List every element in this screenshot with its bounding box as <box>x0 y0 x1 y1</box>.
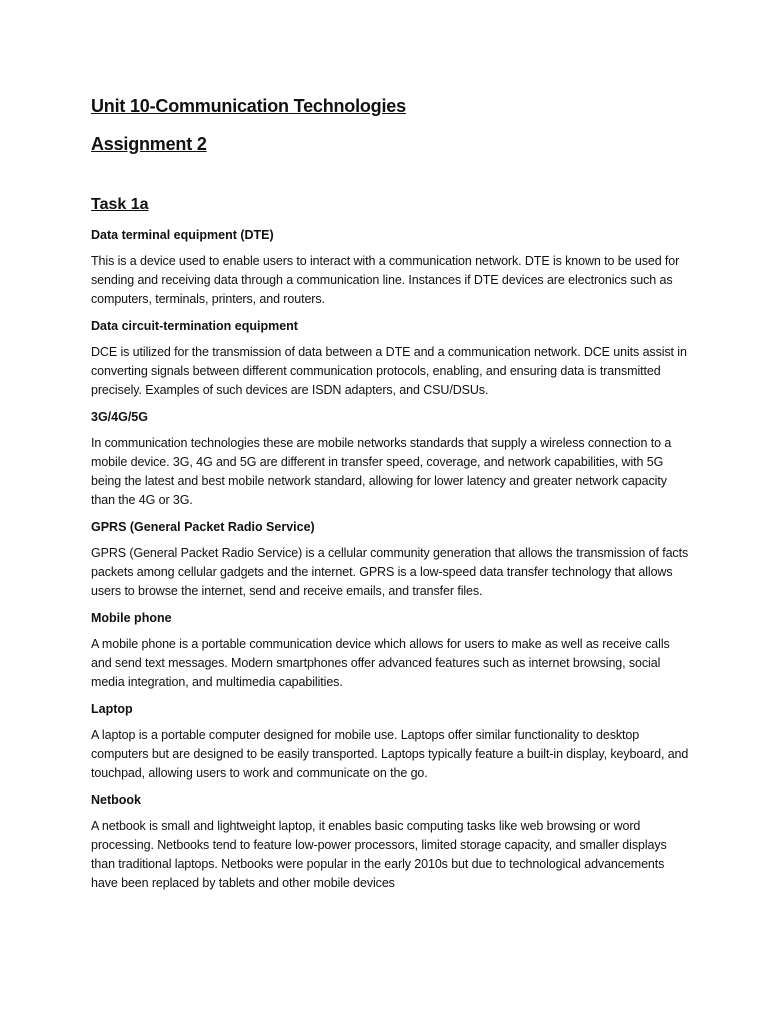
section-dte <box>91 226 691 309</box>
section-body: DCE is utilized for the transmission of data between a DTE and a communication network. DCE units assist in converting signals between different communication protocols, enabling, and ensuring data is transmitted precisely. Examples of such devices are ISDN adapters, and CSU/DSUs. <box>91 345 687 397</box>
section-gprs <box>91 518 691 601</box>
section-heading: GPRS (General Packet Radio Service) <box>91 520 315 534</box>
section-heading: 3G/4G/5G <box>91 410 148 424</box>
document-subtitle: Assignment 2 <box>91 134 207 154</box>
document-content <box>91 94 691 901</box>
section-heading: Netbook <box>91 793 141 807</box>
section-body: A netbook is small and lightweight laptop, it enables basic computing tasks like web browsing or word processing. Netbooks tend to feature low-power processors, limited storage capacity, and smaller displays than traditional laptops. Netbooks were popular in the early 2010s but due to technological advancements have been replaced by tablets and other mobile devices <box>91 819 667 890</box>
section-body: In communication technologies these are mobile networks standards that supply a wireless connection to a mobile device. 3G, 4G and 5G are different in transfer speed, coverage, and network capabilities, with 5G being the latest and best mobile network standard, allowing for lower latency and greater network capacity than the 4G or 3G. <box>91 436 672 507</box>
section-heading: Data circuit-termination equipment <box>91 319 298 333</box>
section-netbook <box>91 791 691 893</box>
section-dce <box>91 317 691 400</box>
section-heading: Data terminal equipment (DTE) <box>91 228 274 242</box>
section-mobile-phone <box>91 609 691 692</box>
section-heading: Laptop <box>91 702 133 716</box>
section-heading: Mobile phone <box>91 611 172 625</box>
section-mobile-networks <box>91 408 691 510</box>
section-body: A laptop is a portable computer designed for mobile use. Laptops offer similar functionality to desktop computers but are designed to be easily transported. Laptops typically feature a built-in display, keyboard, and touchpad, allowing users to work and communicate on the go. <box>91 728 689 780</box>
section-body: This is a device used to enable users to interact with a communication network. DTE is known to be used for sending and receiving data through a communication line. Instances if DTE devices are electronics such as computers, terminals, printers, and routers. <box>91 254 680 306</box>
task-heading: Task 1a <box>91 196 149 213</box>
section-body: GPRS (General Packet Radio Service) is a cellular community generation that allows the transmission of facts packets among cellular gadgets and the internet. GPRS is a low-speed data transfer technology that allows users to browse the internet, send and receive emails, and transfer files. <box>91 546 689 598</box>
section-body: A mobile phone is a portable communication device which allows for users to make as well as receive calls and send text messages. Modern smartphones offer advanced features such as internet browsing, social media integration, and multimedia capabilities. <box>91 637 670 689</box>
document-title: Unit 10-Communication Technologies <box>91 96 406 116</box>
section-laptop <box>91 700 691 783</box>
